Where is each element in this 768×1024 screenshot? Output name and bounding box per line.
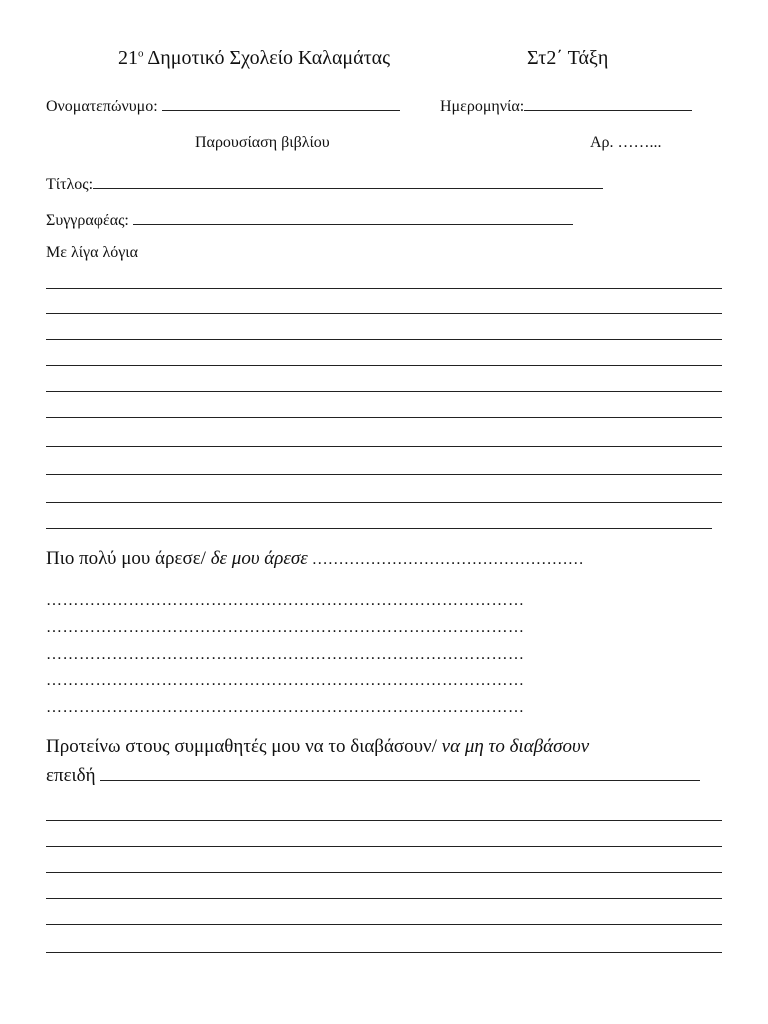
not-liked-text: δε μου άρεσε: [205, 548, 308, 569]
liked-prompt: [46, 548, 584, 570]
liked-dots-row-4[interactable]: ……………………………………………………………………………: [46, 672, 525, 689]
summary-line-6[interactable]: [46, 417, 722, 418]
liked-dots[interactable]: ……………………………………………: [307, 551, 584, 568]
date-blank[interactable]: [524, 94, 692, 111]
summary-line-4[interactable]: [46, 365, 722, 366]
reason-line-6[interactable]: [46, 952, 722, 953]
name-blank[interactable]: [162, 94, 400, 111]
summary-line-8[interactable]: [46, 474, 722, 475]
number-field: Αρ. ……...: [590, 134, 662, 151]
summary-line-1[interactable]: [46, 288, 722, 289]
school-number-suffix: ο: [138, 47, 144, 60]
recommend-text: Προτείνω στους συμμαθητές μου να το διαβάσουν/: [46, 736, 437, 757]
author-blank[interactable]: [133, 208, 573, 225]
summary-line-3[interactable]: [46, 339, 722, 340]
summary-line-9[interactable]: [46, 502, 722, 503]
reason-line-4[interactable]: [46, 898, 722, 899]
reason-line-5[interactable]: [46, 924, 722, 925]
name-label: Ονοματεπώνυμο:: [46, 98, 158, 115]
date-field: [440, 94, 692, 116]
reason-line-3[interactable]: [46, 872, 722, 873]
date-label: Ημερομηνία:: [440, 98, 525, 115]
liked-dots-row-2[interactable]: ……………………………………………………………………………: [46, 619, 525, 636]
reason-line-2[interactable]: [46, 846, 722, 847]
class-label: Στ2΄ Τάξη: [527, 47, 609, 69]
liked-dots-row-5[interactable]: ……………………………………………………………………………: [46, 699, 525, 716]
because-label: επειδή: [46, 765, 96, 786]
summary-line-2[interactable]: [46, 313, 722, 314]
title-field: [46, 172, 603, 194]
summary-line-10[interactable]: [46, 528, 712, 529]
school-number: 21: [118, 47, 138, 69]
liked-dots-row-1[interactable]: ……………………………………………………………………………: [46, 592, 525, 609]
presentation-heading: Παρουσίαση βιβλίου: [195, 134, 330, 151]
not-recommend-text: να μη το διαβάσουν: [436, 736, 590, 757]
recommend-prompt: [46, 736, 589, 758]
author-label: Συγγραφέας:: [46, 212, 129, 229]
summary-line-7[interactable]: [46, 446, 722, 447]
title-label: Τίτλος:: [46, 176, 94, 193]
title-blank[interactable]: [93, 172, 603, 189]
school-name: Δημοτικό Σχολείο Καλαμάτας: [147, 47, 391, 69]
reason-line-1[interactable]: [46, 820, 722, 821]
name-field: [46, 94, 400, 116]
school-title: [118, 47, 390, 70]
because-field: [46, 762, 700, 787]
summary-line-5[interactable]: [46, 391, 722, 392]
because-blank[interactable]: [100, 762, 700, 781]
liked-text: Πιο πολύ μου άρεσε/: [46, 548, 206, 569]
author-field: [46, 208, 573, 230]
summary-label: Με λίγα λόγια: [46, 244, 138, 261]
liked-dots-row-3[interactable]: ……………………………………………………………………………: [46, 646, 525, 663]
